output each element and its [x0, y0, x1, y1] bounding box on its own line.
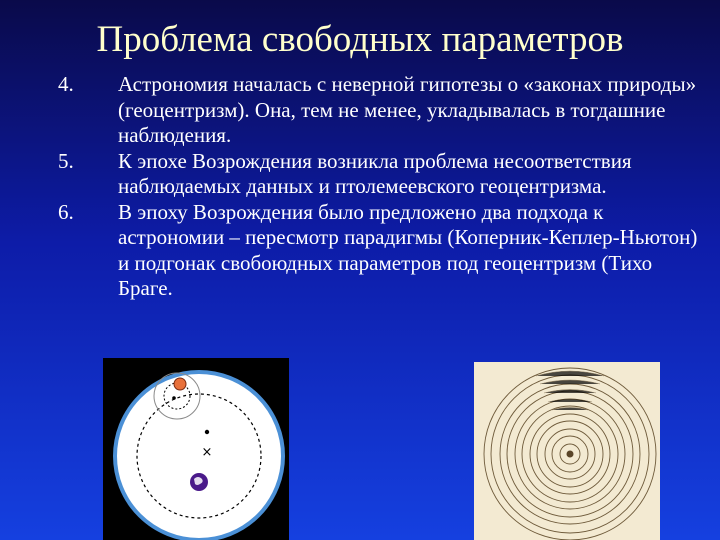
slide-title: Проблема свободных параметров	[96, 19, 624, 60]
planet-icon	[174, 378, 186, 390]
list-item	[58, 149, 698, 200]
item-number: 6.	[58, 199, 74, 224]
epicycle-diagram-svg	[103, 358, 289, 540]
outer-sphere	[115, 372, 283, 540]
numbered-list	[58, 72, 698, 302]
copernican-diagram	[474, 362, 660, 540]
epicycle-diagram	[103, 358, 289, 540]
item-text: В эпоху Возрождения было предложено два подхода к астрономии – пересмотр парадигмы (Коперник-Кеплер-Ньютон) и подгонак свобоюдных параметров под геоцентризм (Тихо Браге.	[118, 199, 698, 300]
list-item	[58, 72, 698, 149]
center-mark: ×	[201, 445, 213, 460]
copernican-diagram-svg	[474, 362, 660, 540]
list-item	[58, 200, 698, 302]
item-text: К эпохе Возрождения возникла проблема несоответствия наблюдаемых данных и птолемеевского геоцентризма.	[118, 148, 632, 198]
sun-icon	[567, 451, 574, 458]
item-number: 4.	[58, 72, 74, 96]
epicycle-center-dot	[172, 396, 176, 400]
item-number: 5.	[58, 148, 74, 173]
equant-dot	[205, 430, 209, 434]
item-text: Астрономия началась с неверной гипотезы о «законах природы» (геоцентризм). Она, тем не менее, укладывалась в тогдашние наблюдения.	[118, 72, 697, 147]
